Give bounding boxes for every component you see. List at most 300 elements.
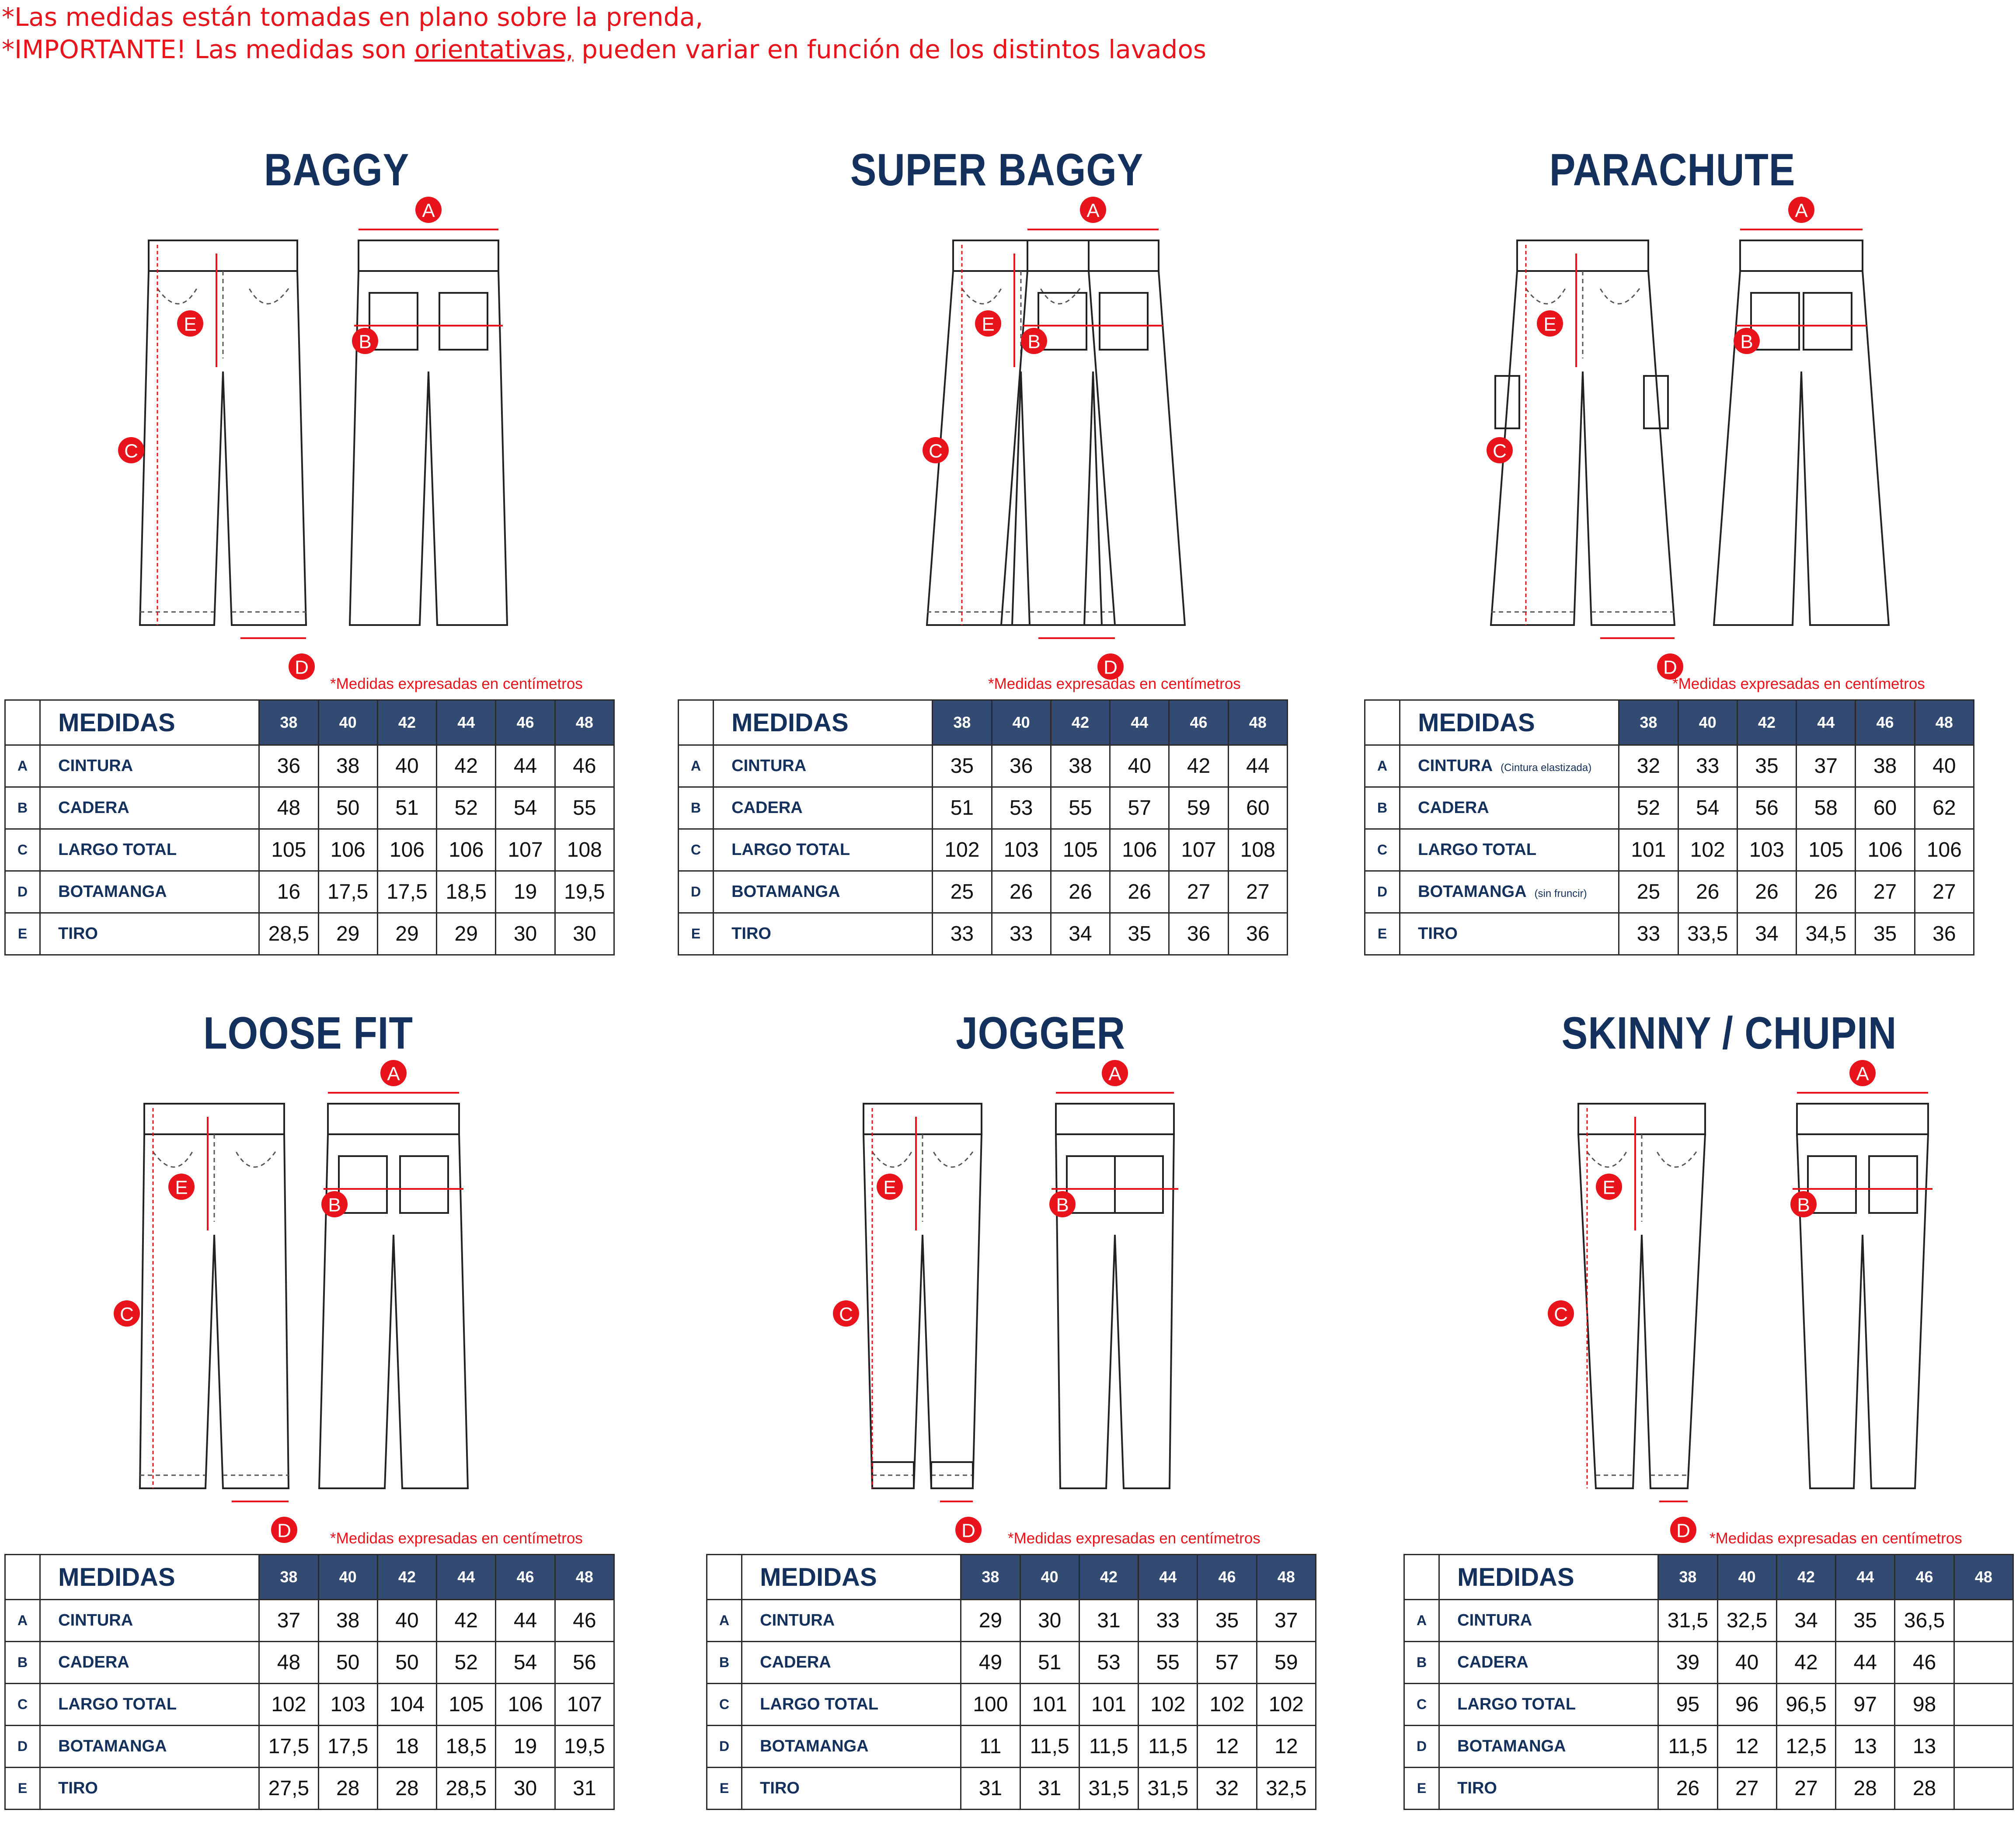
- measurement-cell: 31: [1079, 1600, 1138, 1642]
- size-header: 40: [1020, 1555, 1079, 1600]
- measurement-cell: 106: [437, 829, 496, 871]
- garment-block: [1403, 1008, 2016, 1838]
- row-letter: B: [679, 787, 714, 829]
- measurement-cell: 30: [496, 913, 555, 955]
- table-header-row: [679, 700, 1288, 745]
- svg-text:C: C: [124, 440, 138, 462]
- measurement-cell: 52: [1619, 787, 1678, 829]
- size-header: 38: [259, 1555, 318, 1600]
- measurement-cell: 34: [1051, 913, 1110, 955]
- unit-note: *Medidas expresadas en centímetros: [330, 675, 583, 692]
- important-note: [2, 37, 1206, 62]
- measurement-cell: 105: [1051, 829, 1110, 871]
- measurement-cell: 25: [1619, 871, 1678, 913]
- measurement-cell: 36: [992, 745, 1051, 787]
- marker-a: [1849, 1060, 1876, 1086]
- size-header: 38: [933, 700, 992, 745]
- measurement-cell: 34: [1776, 1600, 1835, 1642]
- measurement-cell: 108: [1228, 829, 1287, 871]
- svg-text:A: A: [1086, 200, 1100, 222]
- marker-e: [877, 1174, 903, 1200]
- row-label-text: BOTAMANGA: [1418, 883, 1527, 901]
- pant-front-view: [1578, 1104, 1705, 1501]
- row-label: [742, 1642, 961, 1684]
- row-label: [40, 787, 259, 829]
- svg-text:D: D: [277, 1520, 291, 1542]
- table-row: [5, 1642, 614, 1684]
- row-letter: B: [5, 1642, 40, 1684]
- marker-b: [1049, 1191, 1076, 1217]
- measurement-cell: 105: [259, 829, 318, 871]
- measurement-cell: 30: [555, 913, 614, 955]
- pant-front-view: [864, 1104, 982, 1501]
- measurement-cell: 28: [318, 1768, 377, 1810]
- size-header: 44: [437, 1555, 496, 1600]
- measurement-cell: 106: [1915, 829, 1974, 871]
- measurement-cell: 46: [555, 1600, 614, 1642]
- row-label-text: TIRO: [760, 1779, 800, 1797]
- measurement-cell: 29: [318, 913, 377, 955]
- measurement-cell: 97: [1836, 1684, 1895, 1726]
- row-letter: C: [1365, 829, 1400, 871]
- measurement-cell: 49: [961, 1642, 1020, 1684]
- measurement-cell: 106: [318, 829, 377, 871]
- measurement-cell: 50: [377, 1642, 436, 1684]
- measurement-cell: 31: [1020, 1768, 1079, 1810]
- measurement-cell: 44: [496, 1600, 555, 1642]
- row-label-text: LARGO TOTAL: [58, 1695, 177, 1713]
- measurement-cell: 28: [1836, 1768, 1895, 1810]
- measurement-cell: 103: [318, 1684, 377, 1726]
- measurement-cell: 53: [992, 787, 1051, 829]
- garment-diagram: [1364, 200, 1976, 678]
- marker-d: [289, 653, 315, 680]
- measurement-cell: 58: [1797, 787, 1856, 829]
- pant-front-view: [140, 1104, 289, 1501]
- row-letter: E: [707, 1768, 742, 1810]
- measurement-cell: 106: [1110, 829, 1169, 871]
- measurement-cell: 106: [1856, 829, 1915, 871]
- size-header: 38: [961, 1555, 1020, 1600]
- row-letter: B: [1404, 1642, 1439, 1684]
- measurement-cell: 28,5: [259, 913, 318, 955]
- marker-b: [321, 1191, 348, 1217]
- table-row: [1365, 787, 1974, 829]
- row-letter: B: [1365, 787, 1400, 829]
- row-letter: A: [5, 1600, 40, 1642]
- row-label: [714, 787, 933, 829]
- measurement-cell: 55: [1051, 787, 1110, 829]
- measurement-cell: 18,5: [437, 871, 496, 913]
- row-label-text: TIRO: [58, 1779, 98, 1797]
- measurement-cell: 59: [1169, 787, 1228, 829]
- svg-text:A: A: [387, 1063, 400, 1085]
- table-row: [1404, 1642, 2013, 1684]
- marker-a: [1788, 197, 1814, 223]
- measurement-cell: 50: [318, 1642, 377, 1684]
- row-label-text: CADERA: [1418, 799, 1489, 817]
- measurement-cell: 106: [496, 1684, 555, 1726]
- measurement-cell: 13: [1895, 1726, 1954, 1768]
- table-header-row: [1404, 1555, 2013, 1600]
- measurement-cell: 31: [961, 1768, 1020, 1810]
- measurement-cell: 11,5: [1020, 1726, 1079, 1768]
- garment-block: [4, 144, 616, 975]
- svg-text:A: A: [422, 200, 435, 222]
- row-label-text: LARGO TOTAL: [58, 841, 177, 859]
- pant-back-view: [1714, 229, 1889, 625]
- measurement-cell: 59: [1257, 1642, 1316, 1684]
- measurement-cell: 46: [555, 745, 614, 787]
- size-header: 48: [555, 1555, 614, 1600]
- marker-c: [118, 437, 144, 463]
- measurement-cell: 33: [1678, 745, 1737, 787]
- table-row: [707, 1600, 1316, 1642]
- row-label: [40, 913, 259, 955]
- measurement-cell: 44: [1836, 1642, 1895, 1684]
- row-label: [714, 913, 933, 955]
- measurement-cell: 39: [1658, 1642, 1717, 1684]
- size-header: 40: [992, 700, 1051, 745]
- measurement-cell: 29: [437, 913, 496, 955]
- svg-text:D: D: [961, 1520, 975, 1542]
- table-row: [1404, 1768, 2013, 1810]
- size-header: 46: [1198, 1555, 1257, 1600]
- marker-c: [1548, 1300, 1574, 1327]
- measurement-cell: 40: [1110, 745, 1169, 787]
- table-row: [1365, 913, 1974, 955]
- pant-back-view: [1001, 229, 1185, 625]
- measurement-cell: 27: [1228, 871, 1287, 913]
- svg-text:E: E: [1543, 313, 1556, 335]
- table-row: [1365, 745, 1974, 787]
- table-row: [5, 1726, 614, 1768]
- measurement-cell: 31: [555, 1768, 614, 1810]
- svg-text:B: B: [1027, 331, 1041, 353]
- measurements-table: [706, 1554, 1316, 1810]
- row-label: [1400, 913, 1619, 955]
- garment-title: JOGGER: [956, 1008, 1125, 1059]
- row-label-text: TIRO: [731, 924, 771, 943]
- unit-note: *Medidas expresadas en centímetros: [988, 675, 1241, 692]
- measurement-cell: 33: [1139, 1600, 1198, 1642]
- row-label-note: (sin fruncir): [1534, 888, 1587, 900]
- measurement-cell: 18,5: [437, 1726, 496, 1768]
- pant-front-view: [140, 240, 306, 638]
- measurement-cell: 19,5: [555, 1726, 614, 1768]
- measurement-cell: 26: [1051, 871, 1110, 913]
- measurement-cell: 44: [496, 745, 555, 787]
- measurement-cell: 26: [1110, 871, 1169, 913]
- row-label: [742, 1684, 961, 1726]
- row-letter: A: [5, 745, 40, 787]
- unit-note: *Medidas expresadas en centímetros: [330, 1530, 583, 1547]
- svg-text:C: C: [120, 1303, 134, 1325]
- marker-a: [380, 1060, 407, 1086]
- size-header: 40: [318, 1555, 377, 1600]
- marker-c: [1487, 437, 1513, 463]
- svg-text:D: D: [1104, 657, 1118, 678]
- marker-e: [1596, 1174, 1622, 1200]
- measurement-cell: 12: [1198, 1726, 1257, 1768]
- size-header: 40: [1678, 700, 1737, 745]
- measurement-cell: 52: [437, 787, 496, 829]
- table-row: [679, 829, 1288, 871]
- measurement-cell: 31,5: [1079, 1768, 1138, 1810]
- table-row: [1404, 1684, 2013, 1726]
- row-label: [1400, 829, 1619, 871]
- garment-diagram: [4, 200, 616, 678]
- header-blank-cell: [5, 1555, 40, 1600]
- row-label-text: BOTAMANGA: [731, 883, 840, 901]
- measurement-cell: 17,5: [318, 1726, 377, 1768]
- row-label: [1439, 1600, 1658, 1642]
- row-label-text: CADERA: [58, 799, 129, 817]
- row-letter: C: [679, 829, 714, 871]
- measurement-cell: 34,5: [1797, 913, 1856, 955]
- measurement-cell: 101: [1020, 1684, 1079, 1726]
- measurement-cell: 35: [1198, 1600, 1257, 1642]
- svg-text:D: D: [295, 657, 309, 678]
- table-header-row: [5, 1555, 614, 1600]
- pant-back-view: [1052, 1093, 1178, 1488]
- marker-c: [114, 1300, 140, 1327]
- row-label: [1400, 787, 1619, 829]
- svg-text:E: E: [175, 1177, 188, 1199]
- size-header: 42: [1079, 1555, 1138, 1600]
- measurement-cell: 55: [555, 787, 614, 829]
- measurement-cell: 27: [1915, 871, 1974, 913]
- row-letter: A: [679, 745, 714, 787]
- measurement-cell: 18: [377, 1726, 436, 1768]
- row-letter: B: [5, 787, 40, 829]
- measurement-cell: 57: [1110, 787, 1169, 829]
- measurement-cell: 17,5: [259, 1726, 318, 1768]
- table-row: [679, 745, 1288, 787]
- row-letter: A: [1365, 745, 1400, 787]
- measurement-cell: 32: [1619, 745, 1678, 787]
- measurement-cell: 51: [933, 787, 992, 829]
- measurement-cell: 102: [1257, 1684, 1316, 1726]
- row-label: [714, 871, 933, 913]
- marker-b: [1021, 328, 1047, 354]
- measurement-cell: 35: [1856, 913, 1915, 955]
- measurement-cell: 102: [933, 829, 992, 871]
- svg-text:A: A: [1795, 200, 1808, 222]
- measurement-cell: 40: [377, 1600, 436, 1642]
- measurement-cell: 42: [1169, 745, 1228, 787]
- measurement-cell: 29: [377, 913, 436, 955]
- row-label: [40, 1642, 259, 1684]
- measurement-cell: 36: [1228, 913, 1287, 955]
- size-header: 38: [1619, 700, 1678, 745]
- measurement-cell: [1954, 1684, 2013, 1726]
- measurement-cell: 40: [1915, 745, 1974, 787]
- row-letter: D: [5, 1726, 40, 1768]
- unit-note: *Medidas expresadas en centímetros: [1008, 1530, 1260, 1547]
- header-blank-cell: [1365, 700, 1400, 745]
- measurement-cell: 38: [1051, 745, 1110, 787]
- measurement-cell: 60: [1228, 787, 1287, 829]
- table-row: [1404, 1600, 2013, 1642]
- svg-text:D: D: [1676, 1520, 1690, 1542]
- measurement-cell: 50: [318, 787, 377, 829]
- measurement-cell: 96: [1717, 1684, 1776, 1726]
- header-blank-cell: [5, 700, 40, 745]
- table-row: [5, 1768, 614, 1810]
- row-label-text: BOTAMANGA: [58, 883, 167, 901]
- row-label-text: CADERA: [760, 1653, 831, 1671]
- marker-e: [975, 310, 1001, 337]
- measurement-cell: 11,5: [1139, 1726, 1198, 1768]
- row-label: [1400, 745, 1619, 787]
- measurement-cell: 107: [555, 1684, 614, 1726]
- measurement-cell: 62: [1915, 787, 1974, 829]
- measurement-cell: 19: [496, 871, 555, 913]
- measurement-cell: 46: [1895, 1642, 1954, 1684]
- unit-note: *Medidas expresadas en centímetros: [1672, 675, 1925, 692]
- row-label-text: LARGO TOTAL: [1457, 1695, 1576, 1713]
- measurement-cell: 25: [933, 871, 992, 913]
- marker-d: [271, 1517, 297, 1543]
- measurement-cell: 36: [1169, 913, 1228, 955]
- row-label-text: BOTAMANGA: [1457, 1737, 1566, 1755]
- measurement-cell: 107: [1169, 829, 1228, 871]
- measurement-cell: 16: [259, 871, 318, 913]
- measurement-cell: [1954, 1726, 2013, 1768]
- measurement-cell: 28: [377, 1768, 436, 1810]
- svg-text:A: A: [1108, 1063, 1121, 1085]
- marker-e: [177, 310, 203, 337]
- table-row: [679, 787, 1288, 829]
- measurement-cell: 103: [1737, 829, 1796, 871]
- row-label: [40, 1600, 259, 1642]
- row-letter: E: [5, 1768, 40, 1810]
- row-label: [1439, 1642, 1658, 1684]
- row-label-text: CINTURA: [1418, 757, 1493, 775]
- row-letter: D: [1404, 1726, 1439, 1768]
- table-row: [707, 1726, 1316, 1768]
- table-header-row: [5, 700, 614, 745]
- size-header: 42: [1737, 700, 1796, 745]
- size-header: 42: [1776, 1555, 1835, 1600]
- measurement-cell: 96,5: [1776, 1684, 1835, 1726]
- header-medidas: MEDIDAS: [40, 1555, 259, 1600]
- measurement-cell: 105: [1797, 829, 1856, 871]
- important-note-part-2: pueden variar en función de los distintos lavados: [573, 35, 1207, 64]
- garment-block: [1364, 144, 1976, 975]
- table-row: [1365, 871, 1974, 913]
- measurement-cell: 101: [1619, 829, 1678, 871]
- marker-e: [168, 1174, 195, 1200]
- measurement-cell: 37: [1257, 1600, 1316, 1642]
- row-label-text: LARGO TOTAL: [1418, 841, 1537, 859]
- measurement-cell: 37: [1797, 745, 1856, 787]
- garment-diagram: [678, 200, 1290, 678]
- garment-title: PARACHUTE: [1549, 145, 1796, 195]
- garment-title: SKINNY / CHUPIN: [1561, 1008, 1897, 1059]
- table-row: [5, 787, 614, 829]
- svg-text:B: B: [1056, 1194, 1069, 1216]
- row-label-text: CADERA: [731, 799, 803, 817]
- svg-text:E: E: [982, 313, 995, 335]
- measurement-cell: 36,5: [1895, 1600, 1954, 1642]
- size-header: 44: [1836, 1555, 1895, 1600]
- measurement-cell: 26: [1678, 871, 1737, 913]
- measurement-cell: 35: [1110, 913, 1169, 955]
- measurement-cell: 27: [1717, 1768, 1776, 1810]
- row-label-text: CINTURA: [760, 1611, 835, 1630]
- measurement-cell: 105: [437, 1684, 496, 1726]
- table-row: [5, 1600, 614, 1642]
- header-medidas: MEDIDAS: [40, 700, 259, 745]
- measurement-cell: 33: [1619, 913, 1678, 955]
- table-row: [5, 1684, 614, 1726]
- measurement-cell: 60: [1856, 787, 1915, 829]
- row-label-text: LARGO TOTAL: [731, 841, 850, 859]
- marker-a: [1080, 197, 1106, 223]
- measurement-cell: 35: [1737, 745, 1796, 787]
- measurement-cell: 26: [1797, 871, 1856, 913]
- measurement-cell: 106: [377, 829, 436, 871]
- measurement-cell: 108: [555, 829, 614, 871]
- size-header: 48: [1954, 1555, 2013, 1600]
- measurement-cell: 28: [1895, 1768, 1954, 1810]
- measurements-table: [4, 699, 615, 955]
- header-medidas: MEDIDAS: [742, 1555, 961, 1600]
- measurement-cell: 36: [1915, 913, 1974, 955]
- header-medidas: MEDIDAS: [1439, 1555, 1658, 1600]
- row-label-text: CINTURA: [731, 757, 807, 775]
- size-header: 46: [1856, 700, 1915, 745]
- measurement-cell: 54: [1678, 787, 1737, 829]
- measurement-cell: 19: [496, 1726, 555, 1768]
- row-label-text: TIRO: [1457, 1779, 1497, 1797]
- measurement-cell: 51: [377, 787, 436, 829]
- row-label-note: (Cintura elastizada): [1501, 762, 1592, 774]
- header-medidas: MEDIDAS: [1400, 700, 1619, 745]
- row-letter: A: [707, 1600, 742, 1642]
- table-row: [679, 871, 1288, 913]
- measurement-cell: 38: [318, 1600, 377, 1642]
- measurement-cell: 37: [259, 1600, 318, 1642]
- measurement-cell: 54: [496, 1642, 555, 1684]
- svg-text:C: C: [1554, 1303, 1568, 1325]
- measurement-cell: 26: [1658, 1768, 1717, 1810]
- measurement-cell: 42: [437, 745, 496, 787]
- measurement-cell: 103: [992, 829, 1051, 871]
- row-label-text: BOTAMANGA: [58, 1737, 167, 1755]
- measurement-cell: 40: [1717, 1642, 1776, 1684]
- garment-block: [4, 1008, 616, 1838]
- measurement-cell: 32,5: [1257, 1768, 1316, 1810]
- measurements-table: [1403, 1554, 2014, 1810]
- row-label: [40, 871, 259, 913]
- measurement-cell: 95: [1658, 1684, 1717, 1726]
- size-header: 48: [1257, 1555, 1316, 1600]
- measurement-cell: 102: [1198, 1684, 1257, 1726]
- measurement-cell: 54: [496, 787, 555, 829]
- garment-block: [706, 1008, 1318, 1838]
- row-label: [1439, 1684, 1658, 1726]
- measurement-note: *Las medidas están tomadas en plano sobre la prenda,: [2, 2, 703, 32]
- measurement-cell: 32,5: [1717, 1600, 1776, 1642]
- measurement-cell: 26: [992, 871, 1051, 913]
- size-header: 42: [377, 1555, 436, 1600]
- svg-text:B: B: [1797, 1194, 1810, 1216]
- measurements-table: [1364, 699, 1974, 955]
- measurement-cell: 38: [318, 745, 377, 787]
